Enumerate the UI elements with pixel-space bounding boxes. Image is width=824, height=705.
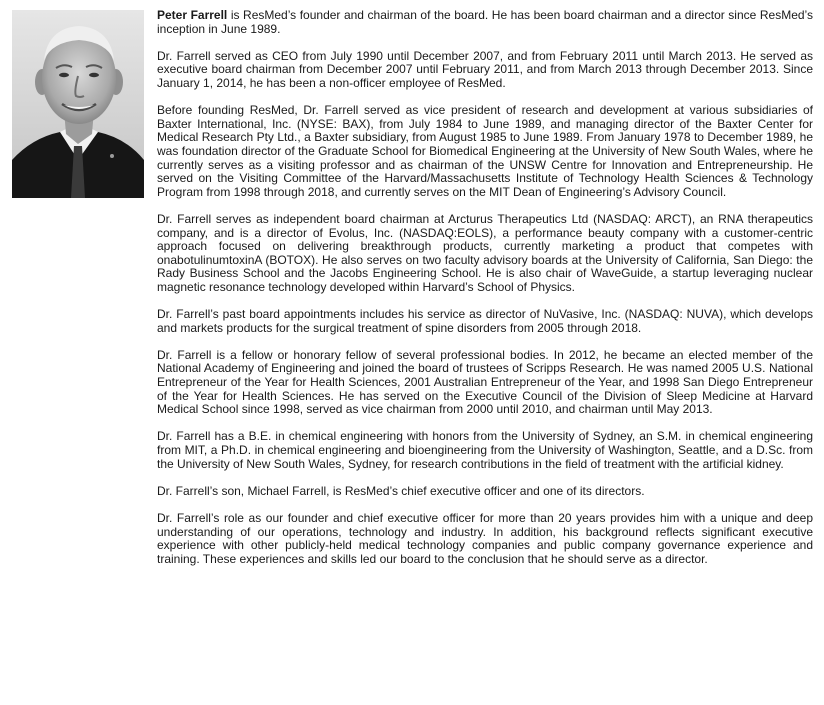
bio-paragraph-qualifications: Dr. Farrell’s role as our founder and chief executive officer for more than 20 years provides him with a unique and deep understanding of our operations, technology and industry. In addition, his background reflects significant executive experience with other publicly-held medical technology companies and public company governance experience and training. These experiences and skills led our board to the conclusion that he should serve as a director. — [157, 510, 813, 566]
bio-paragraph-intro — [157, 9, 813, 36]
bio-paragraph-ceo: Dr. Farrell served as CEO from July 1990 until December 2007, and from February 2011 until March 2013. He served as executive board chairman from December 2007 until February 2011, and from March 2013 through December 2013. Since January 1, 2014, he has been a non-officer employee of ResMed. — [157, 48, 813, 90]
bio-text — [157, 9, 813, 580]
portrait-photo — [12, 10, 144, 198]
bio-paragraph-family: Dr. Farrell’s son, Michael Farrell, is ResMed’s chief executive officer and one of its directors. — [157, 483, 645, 498]
bio-paragraph-baxter: Before founding ResMed, Dr. Farrell served as vice president of research and development at various subsidiaries of Baxter International, Inc. (NYSE: BAX), from July 1984 to June 1989, and managing director of the Baxter Center for Medical Research Pty Ltd., a Baxter subsidiary, from August 1985 to June 1989. From January 1978 to December 1989, he was foundation director of the Graduate School for Biomedical Engineering at the University of New South Wales, where he currently serves as a visiting professor and as chairman of the UNSW Centre for Innovation and Entrepreneurship. He served on the Visiting Committee of the Harvard/Massachusetts Institute of Technology Health Sciences & Technology Program from 1998 through 2018, and currently serves on the MIT Dean of Engineering’s Advisory Council. — [157, 103, 813, 199]
bio-name: Peter Farrell — [157, 8, 228, 22]
bio-paragraph-past-boards: Dr. Farrell’s past board appointments includes his service as director of NuVasive, Inc. (NASDAQ: NUVA), which develops and markets products for the surgical treatment of spine disorders from 2005 through 2018. — [157, 307, 813, 335]
bio-paragraph-education: Dr. Farrell has a B.E. in chemical engineering with honors from the University of Sydney, an S.M. in chemical engineering from MIT, a Ph.D. in chemical engineering and bioengineering from the University of Washington, Seattle, and a D.Sc. from the University of New South Wales, Sydney, for research contributions in the field of treatment with the artificial kidney. — [157, 429, 813, 471]
bio-paragraph-boards: Dr. Farrell serves as independent board chairman at Arcturus Therapeutics Ltd (NASDAQ: ARCT), an RNA therapeutics company, and is a director of Evolus, Inc. (NASDAQ:EOLS), a performance beauty company with a customer-centric approach focused on delivering breakthrough products, currently marketing a product that competes with onabotulinumtoxinA (BOTOX). He also serves on two faculty advisory boards at the University of California, San Diego: the Rady Business School and the Jacobs Engineering School. He is also chair of WaveGuide, a startup leveraging nuclear magnetic resonance technology developed within Harvard’s School of Physics. — [157, 211, 813, 294]
bio-paragraph-honors: Dr. Farrell is a fellow or honorary fellow of several professional bodies. In 2012, he became an elected member of the National Academy of Engineering and joined the board of trustees of Scripps Research. He was named 2005 U.S. National Entrepreneur of the Year for Health Sciences, 2001 Australian Entrepreneur of the Year, and 1998 San Diego Entrepreneur of the Year for Health Sciences. He has served on the Executive Council of the Division of Sleep Medicine at Harvard Medical School since 1998, served as vice chairman from 2000 until 2010, and chairman until May 2013. — [157, 347, 813, 417]
bio-intro-text: is ResMed’s founder and chairman of the board. He has been board chairman and a director since ResMed’s inception in June 1989. — [157, 8, 813, 36]
